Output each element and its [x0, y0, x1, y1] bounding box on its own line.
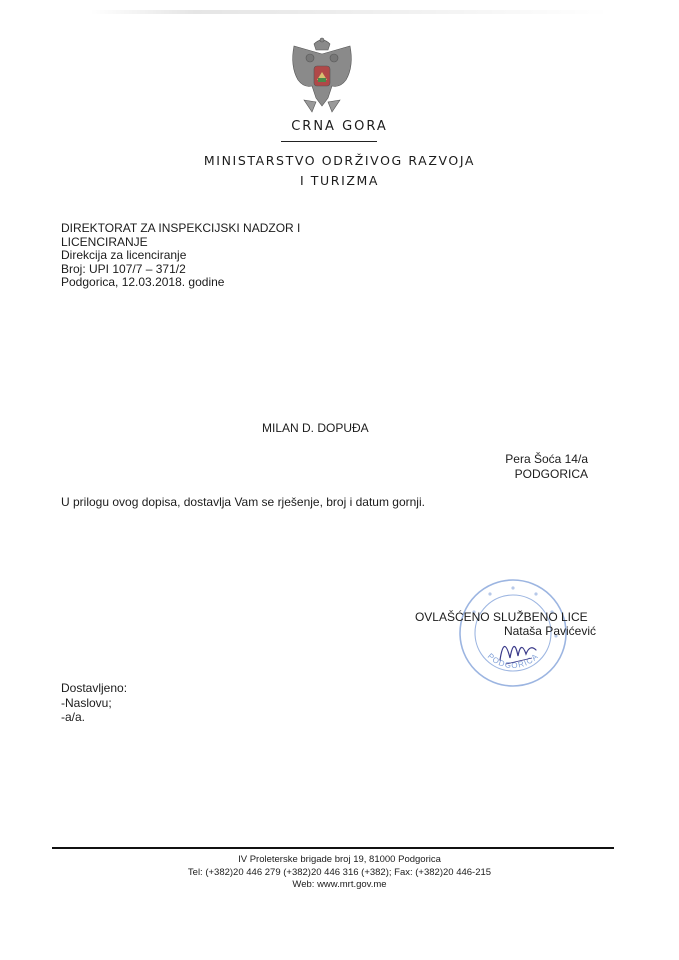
ministry-name-line1: MINISTARSTVO ODRŽIVOG RAZVOJA: [203, 153, 476, 168]
stamp-city-text: PODGORICA: [485, 651, 541, 671]
recipient-name: MILAN D. DOPUĐA: [262, 421, 369, 435]
footer-phones: Tel: (+382)20 446 279 (+382)20 446 316 (+382); Fax: (+382)20 446-215: [187, 866, 492, 878]
ministry-name-line2: I TURIZMA: [299, 173, 380, 188]
header-divider: [281, 141, 377, 142]
delivery-label: Dostavljeno:: [61, 681, 128, 695]
sender-department: Direkcija za licenciranje: [61, 248, 187, 263]
scan-artifact: [90, 10, 610, 14]
signatory-name: Nataša Pavićević: [503, 624, 596, 638]
footer-address: IV Proleterske brigade broj 19, 81000 Podgorica: [238, 854, 441, 865]
sender-directorate-cont: LICENCIRANJE: [61, 234, 148, 249]
sender-block: [61, 222, 300, 290]
recipient-street: Pera Šoća 14/a: [505, 452, 588, 466]
ministry-name: [0, 151, 679, 191]
letter-body: U prilogu ovog dopisa, dostavlja Vam se rješenje, broj i datum gornji.: [61, 495, 425, 509]
footer: [0, 854, 679, 892]
recipient-address: [505, 452, 588, 482]
reference-number: Broj: UPI 107/7 – 371/2: [61, 261, 186, 276]
country-name: CRNA GORA: [291, 119, 388, 134]
footer-website: Web: www.mrt.gov.me: [292, 879, 387, 890]
delivery-list: [61, 681, 127, 725]
footer-divider: [52, 847, 614, 849]
letter-date: Podgorica, 12.03.2018. godine: [61, 275, 225, 290]
delivery-item: -a/a.: [61, 710, 86, 724]
signatory-title: OVLAŠĆENO SLUŽBENO LICE: [414, 610, 588, 624]
coat-of-arms-icon: [286, 36, 358, 116]
delivery-item: -Naslovu;: [61, 695, 112, 710]
handwritten-signature: [496, 628, 540, 668]
recipient-city: PODGORICA: [514, 467, 588, 481]
sender-directorate: DIREKTORAT ZA INSPEKCIJSKI NADZOR I: [61, 221, 301, 235]
